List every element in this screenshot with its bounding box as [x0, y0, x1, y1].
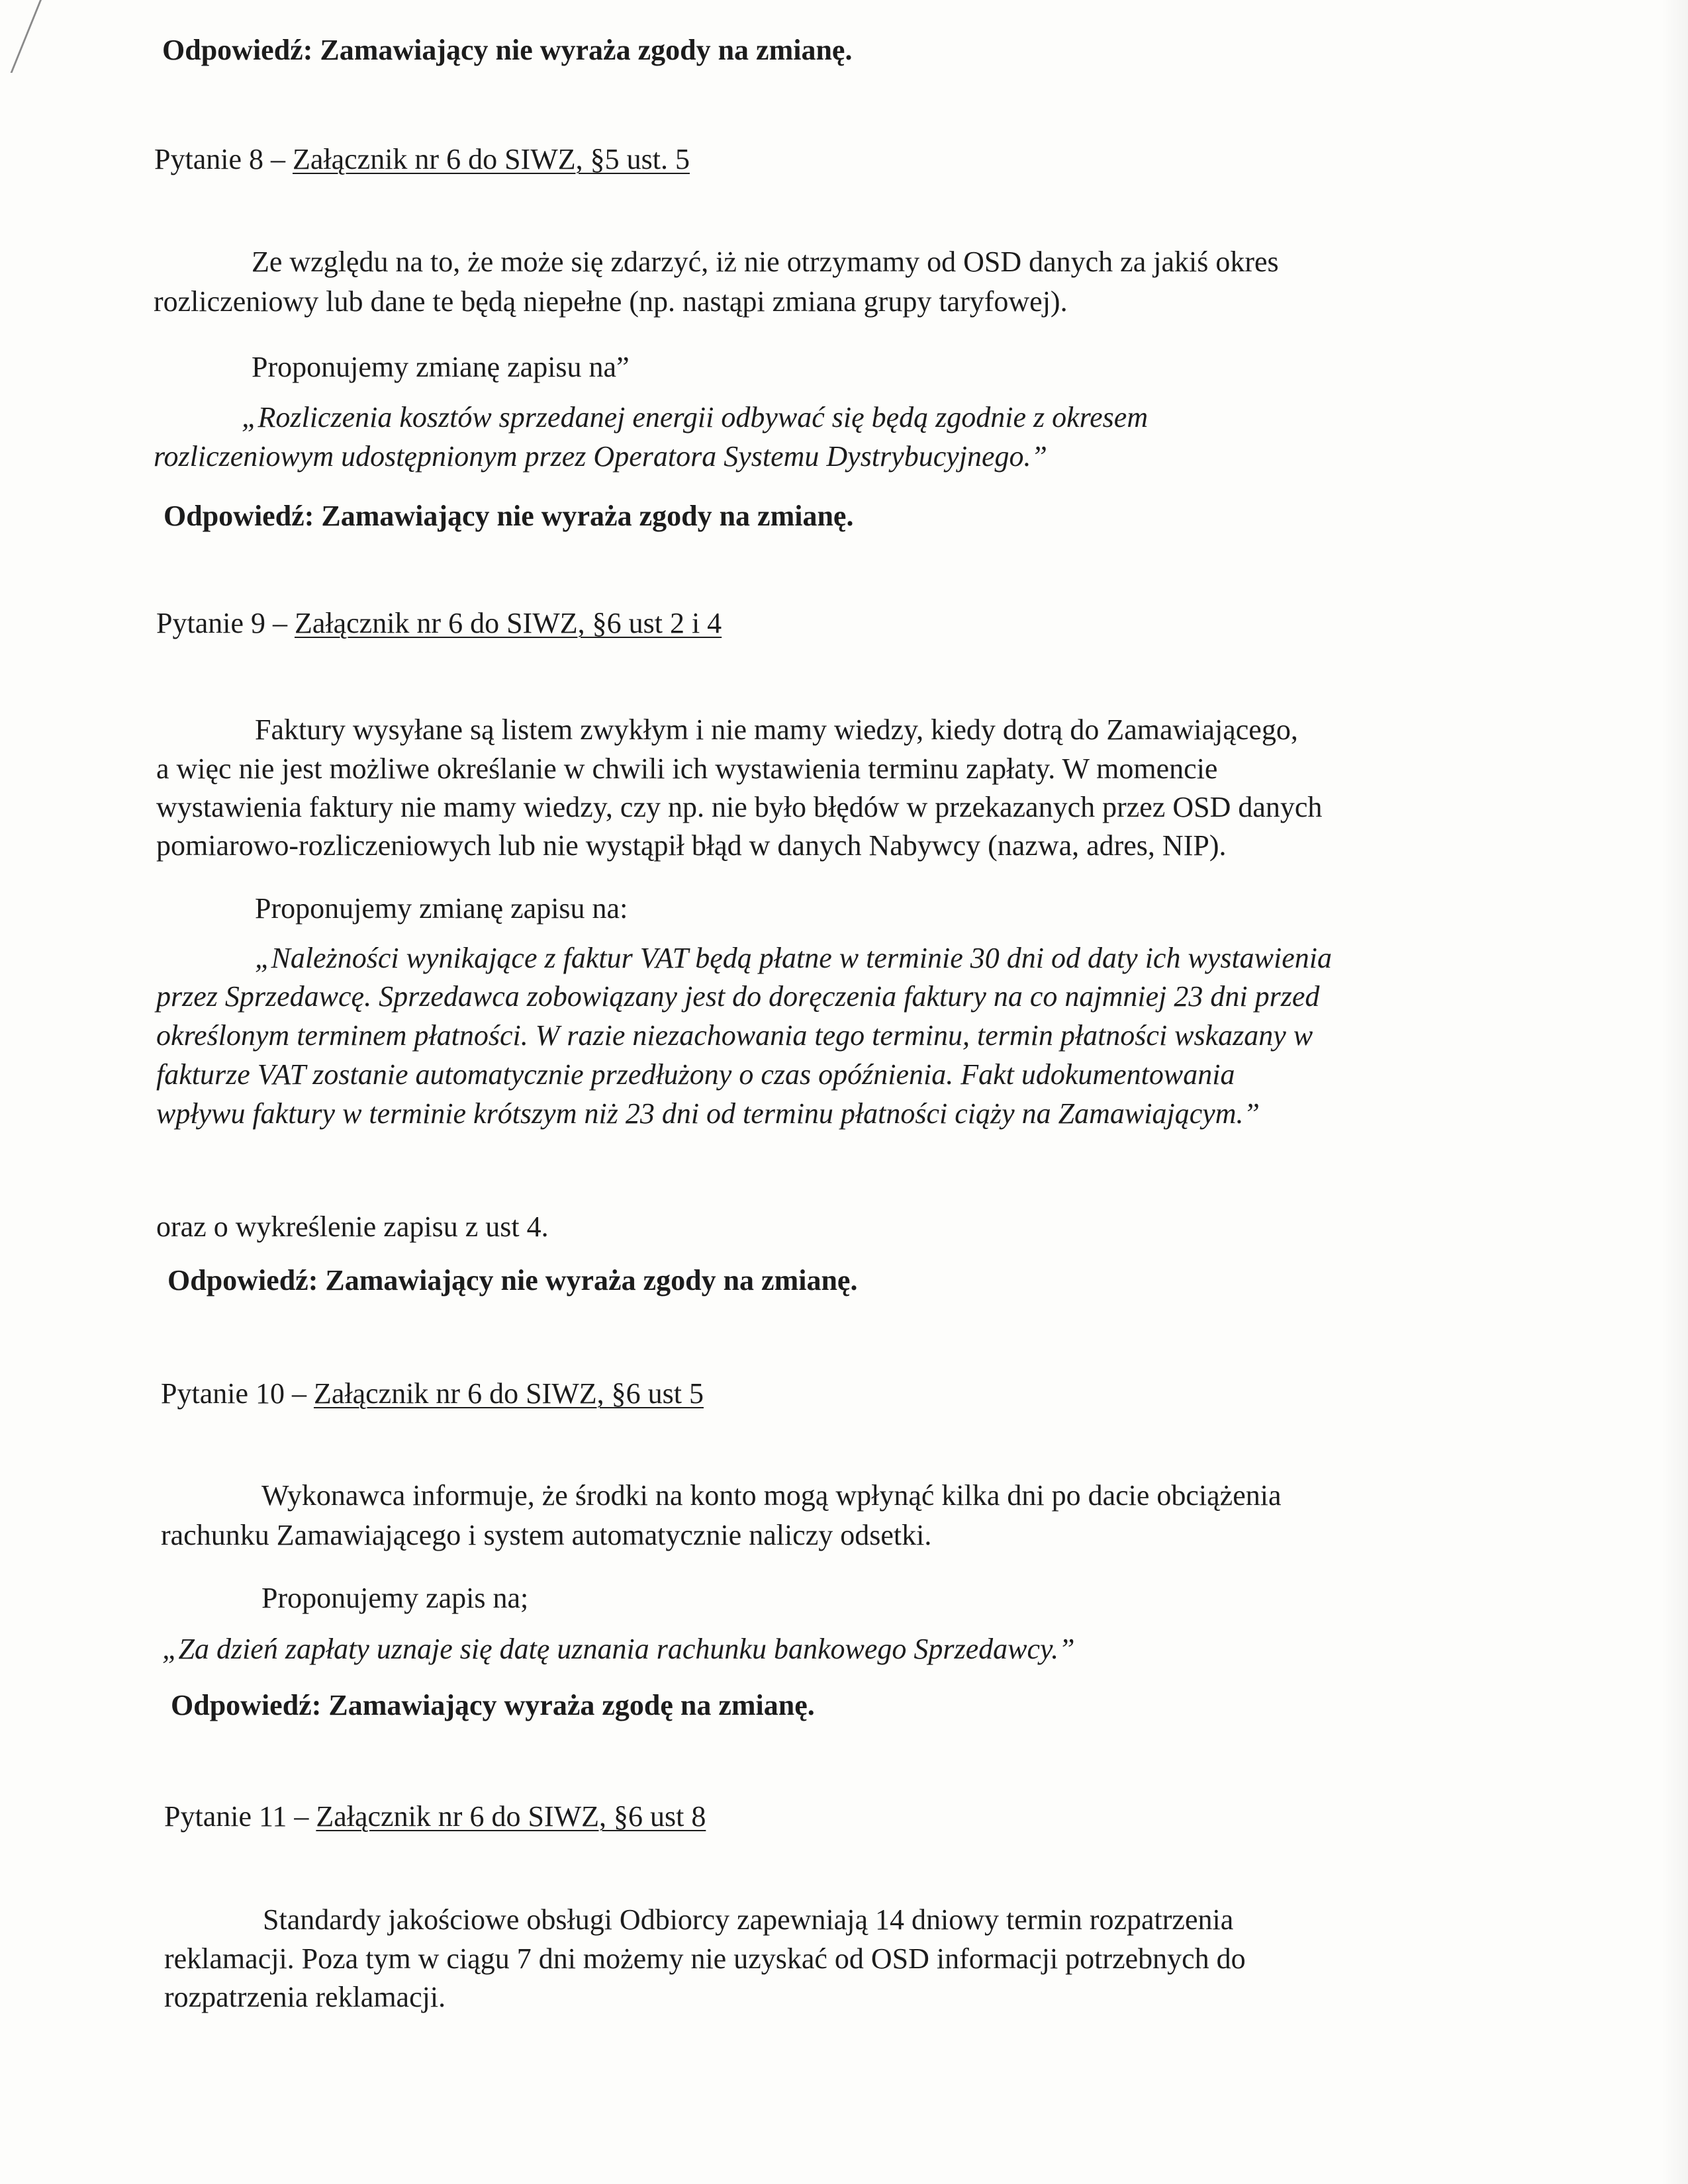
question-11-reference: Załącznik nr 6 do SIWZ, §6 ust 8: [316, 1800, 706, 1833]
question-11-text-line: reklamacji. Poza tym w ciągu 7 dni możemy nie uzyskać od OSD informacji potrzebnych do: [164, 1942, 1246, 1975]
answer-q7: Odpowiedź: Zamawiający nie wyraża zgody na zmianę.: [162, 34, 853, 66]
question-8-label: Pytanie 8 –: [154, 143, 293, 175]
question-8-heading: [154, 141, 690, 178]
question-10-proposal-intro: Proponujemy zapis na;: [261, 1582, 529, 1614]
question-11-text-line: Standardy jakościowe obsługi Odbiorcy zapewniają 14 dniowy termin rozpatrzenia: [263, 1903, 1234, 1936]
question-8-proposal-intro: Proponujemy zmianę zapisu na”: [252, 351, 630, 383]
question-10-heading: [161, 1375, 704, 1412]
question-10-reference: Załącznik nr 6 do SIWZ, §6 ust 5: [313, 1377, 704, 1410]
question-9-quote-line: określonym terminem płatności. W razie niezachowania tego terminu, termin płatności wskazany w: [156, 1019, 1313, 1052]
question-9-quote-line: przez Sprzedawcę. Sprzedawca zobowiązany jest do doręczenia faktury na co najmniej 23 dni przed: [156, 980, 1320, 1013]
question-9-additional-request: oraz o wykreślenie zapisu z ust 4.: [156, 1210, 549, 1243]
answer-q8: Odpowiedź: Zamawiający nie wyraża zgody na zmianę.: [164, 500, 854, 532]
question-8-quote-line: „Rozliczenia kosztów sprzedanej energii odbywać się będą zgodnie z okresem: [242, 401, 1149, 433]
question-8-quote-line: rozliczeniowym udostępnionym przez Operatora Systemu Dystrybucyjnego.”: [154, 440, 1047, 473]
question-10-text-line: rachunku Zamawiającego i system automatycznie naliczy odsetki.: [161, 1519, 932, 1551]
question-10-text-line: Wykonawca informuje, że środki na konto mogą wpłynąć kilka dni po dacie obciążenia: [261, 1479, 1282, 1512]
question-10-quote-line: „Za dzień zapłaty uznaje się datę uznania rachunku bankowego Sprzedawcy.”: [162, 1633, 1075, 1665]
question-9-heading: [156, 605, 722, 642]
question-9-quote-line: „Należności wynikające z faktur VAT będą płatne w terminie 30 dni od daty ich wystawienia: [255, 942, 1333, 974]
question-10-label: Pytanie 10 –: [161, 1377, 314, 1410]
question-9-text-line: pomiarowo-rozliczeniowych lub nie wystąpił błąd w danych Nabywcy (nazwa, adres, NIP).: [156, 829, 1227, 862]
question-9-quote-line: fakturze VAT zostanie automatycznie przedłużony o czas opóźnienia. Fakt udokumentowania: [156, 1058, 1235, 1091]
question-9-label: Pytanie 9 –: [156, 607, 295, 639]
question-9-text-line: Faktury wysyłane są listem zwykłym i nie mamy wiedzy, kiedy dotrą do Zamawiającego,: [255, 713, 1298, 746]
question-9-reference: Załącznik nr 6 do SIWZ, §6 ust 2 i 4: [294, 607, 722, 639]
question-8-text-line: rozliczeniowy lub dane te będą niepełne (np. nastąpi zmiana grupy taryfowej).: [154, 285, 1068, 318]
question-9-text-line: wystawienia faktury nie mamy wiedzy, czy np. nie było błędów w przekazanych przez OSD danych: [156, 791, 1323, 823]
question-9-quote-line: wpływu faktury w terminie krótszym niż 23 dni od terminu płatności ciąży na Zamawiającym.”: [156, 1097, 1260, 1130]
answer-q9: Odpowiedź: Zamawiający nie wyraża zgody na zmianę.: [167, 1264, 858, 1297]
question-11-heading: [164, 1798, 706, 1835]
question-8-reference: Załącznik nr 6 do SIWZ, §5 ust. 5: [292, 143, 690, 175]
question-8-text-line: Ze względu na to, że może się zdarzyć, iż nie otrzymamy od OSD danych za jakiś okres: [252, 246, 1279, 278]
question-11-label: Pytanie 11 –: [164, 1800, 316, 1833]
question-9-proposal-intro: Proponujemy zmianę zapisu na:: [255, 892, 628, 925]
scan-edge-shadow: [1662, 0, 1688, 2184]
question-11-text-line: rozpatrzenia reklamacji.: [164, 1981, 446, 2013]
scan-corner-mark: [0, 0, 42, 73]
question-9-text-line: a więc nie jest możliwe określanie w chwili ich wystawienia terminu zapłaty. W momencie: [156, 752, 1218, 785]
answer-q10: Odpowiedź: Zamawiający wyraża zgodę na zmianę.: [171, 1689, 815, 1721]
